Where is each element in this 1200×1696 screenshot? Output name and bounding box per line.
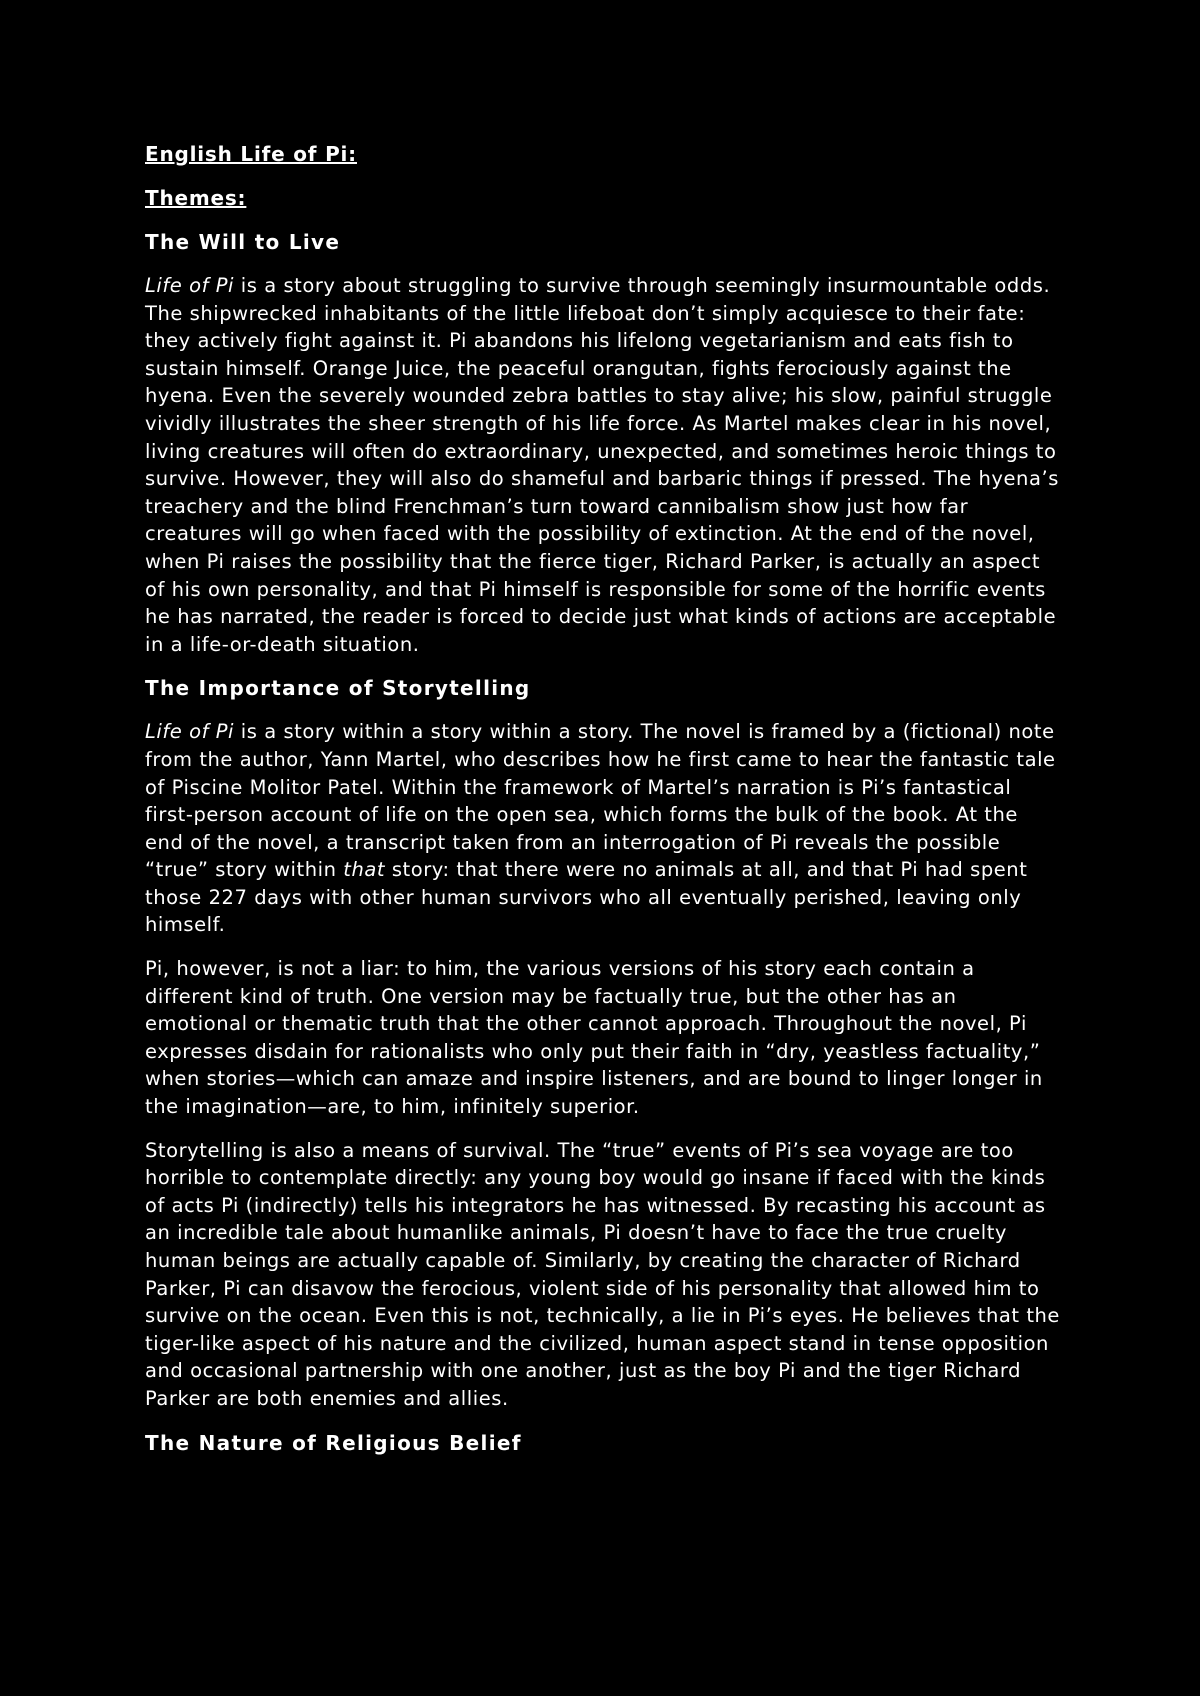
italic-title: Life of Pi (145, 720, 235, 744)
theme-nature-of-religious-belief (145, 1429, 1060, 1457)
italic-emphasis: that (343, 858, 386, 882)
paragraph-text: is a story within a story within a story. The novel is framed by a (fictional) note from the author, Yann Martel, who describes how he first came to hear the fantastic tale of Piscine Molitor Patel. Within the framework of Martel’s narration is Pi’s fantastical first-person account of life on the open sea, which forms the bulk of the book. At the end of the novel, a transcript taken from an interrogation of Pi reveals the possible “true” story within (145, 720, 1056, 882)
document-title: English Life of Pi: (145, 142, 357, 166)
paragraph (145, 272, 1060, 658)
paragraph-text: is a story about struggling to survive through seemingly insurmountable odds. The shipwrecked inhabitants of the little lifeboat don’t simply acquiesce to their fate: they actively fight against it. Pi abandons his lifelong vegetarianism and eats fish to sustain himself. Orange Juice, the peaceful orangutan, fights ferociously against the hyena. Even the severely wounded zebra battles to stay alive; his slow, painful struggle vividly illustrates the sheer strength of his life force. As Martel makes clear in his novel, living creatures will often do extraordinary, unexpected, and sometimes heroic things to survive. However, they will also do shameful and barbaric things if pressed. The hyena’s treachery and the blind Frenchman’s turn toward cannibalism show just how far creatures will go when faced with the possibility of extinction. At the end of the novel, when Pi raises the possibility that the fierce tiger, Richard Parker, is actually an aspect of his own personality, and that Pi himself is responsible for some of the horrific events he has narrated, the reader is forced to decide just what kinds of actions are acceptable in a life-or-death situation. (145, 274, 1059, 656)
themes-label: Themes: (145, 186, 247, 210)
document-page (145, 140, 1060, 1473)
paragraph: Pi, however, is not a liar: to him, the various versions of his story each contain a different kind of truth. One version may be factually true, but the other has an emotional or thematic truth that the other cannot approach. Throughout the novel, Pi expresses disdain for rationalists who only put their faith in “dry, yeastless factuality,” when stories—which can amaze and inspire listeners, and are bound to linger longer in the imagination—are, to him, infinitely superior. (145, 957, 1043, 1119)
paragraph: Storytelling is also a means of survival. The “true” events of Pi’s sea voyage are too horrible to contemplate directly: any young boy would go insane if faced with the kinds of acts Pi (indirectly) tells his integrators he has witnessed. By recasting his account as an incredible tale about humanlike animals, Pi doesn’t have to face the true cruelty human beings are actually capable of. Similarly, by creating the character of Richard Parker, Pi can disavow the ferocious, violent side of his personality that allowed him to survive on the ocean. Even this is not, technically, a lie in Pi’s eyes. He believes that the tiger-like aspect of his nature and the civilized, human aspect stand in tense opposition and occasional partnership with one another, just as the boy Pi and the tiger Richard Parker are both enemies and allies. (145, 1138, 1060, 1410)
paragraph (145, 718, 1060, 939)
theme-will-to-live (145, 228, 1060, 658)
theme-importance-of-storytelling (145, 674, 1060, 1412)
theme-heading: The Will to Live (145, 230, 341, 254)
paragraph-text: story: that there were no animals at all, and that Pi had spent those 227 days with other human survivors who all eventually perished, leaving only himself. (145, 858, 1028, 937)
italic-title: Life of Pi (145, 274, 235, 297)
theme-heading: The Nature of Religious Belief (145, 1430, 522, 1455)
theme-heading: The Importance of Storytelling (145, 676, 531, 701)
